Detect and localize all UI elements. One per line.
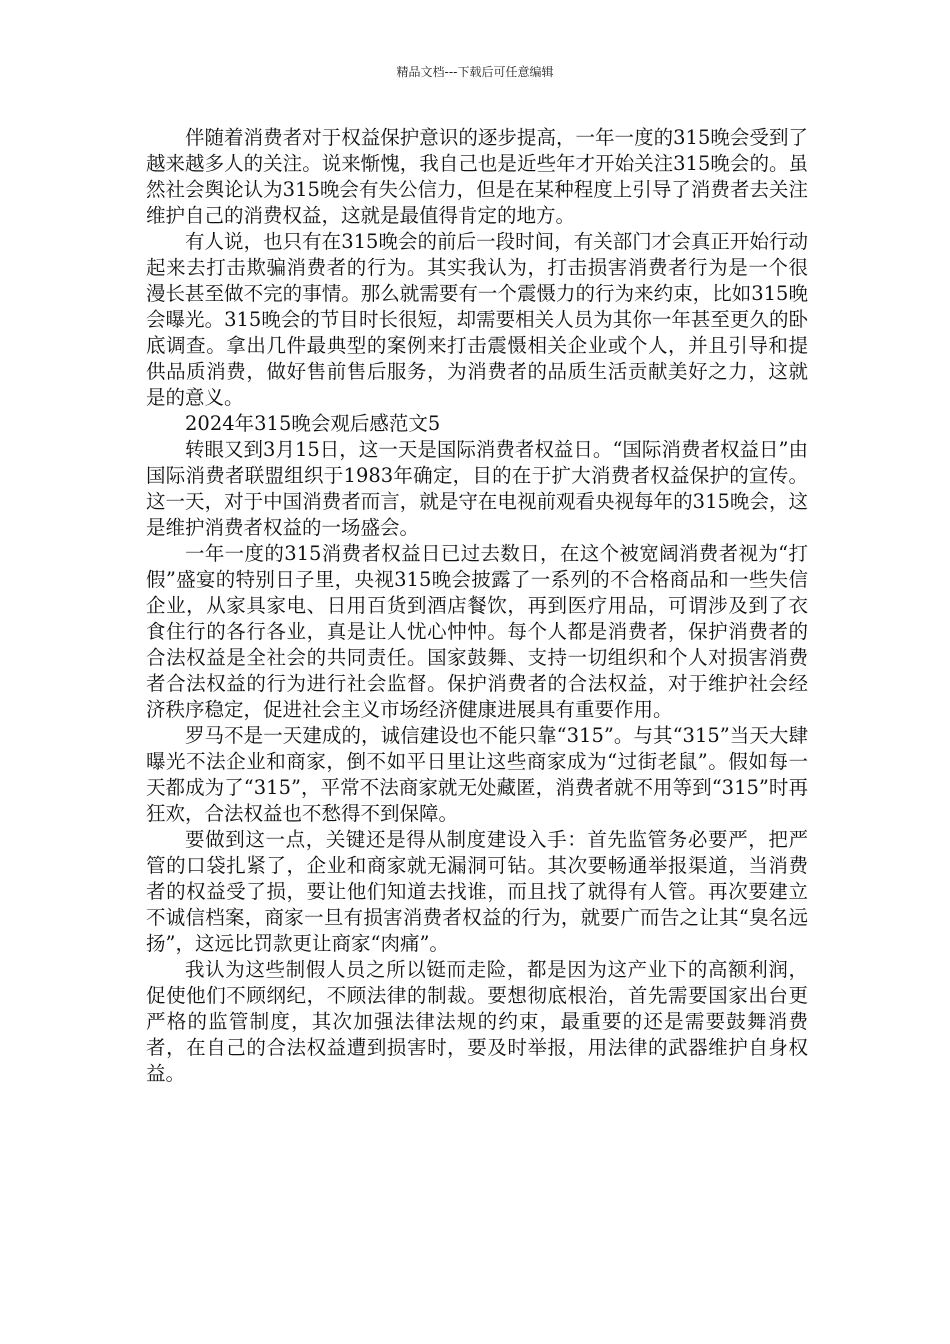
paragraph-4: 一年一度的315消费者权益日已过去数日，在这个被宽阔消费者视为“打假”盛宴的特别日子里，央视315晚会披露了一系列的不合格商品和一些失信企业，从家具家电、日用百货到酒店餐饮，再到医疗用品，可谓涉及到了衣食住行的各行各业，真是让人忧心忡忡。每个人都是消费者，保护消费者的合法权益是全社会的共同责任。国家鼓舞、支持一切组织和个人对损害消费者合法权益的行为进行社会监督。保护消费者的合法权益，对于维护社会经济秩序稳定，促进社会主义市场经济健康进展具有重要作用。 [146, 542, 808, 721]
document-body [146, 125, 808, 1087]
paragraph-2: 有人说，也只有在315晚会的前后一段时间，有关部门才会真正开始行动起来去打击欺骗消费者的行为。其实我认为，打击损害消费者行为是一个很漫长甚至做不完的事情。那么就需要有一个震慑力的行为来约束，比如315晚会曝光。315晚会的节目时长很短，却需要相关人员为其你一年甚至更久的卧底调查。拿出几件最典型的案例来打击震慑相关企业或个人，并且引导和提供品质消费，做好售前售后服务，为消费者的品质生活贡献美好之力，这就是的意义。 [146, 230, 808, 409]
paragraph-7: 我认为这些制假人员之所以铤而走险，都是因为这产业下的高额利润，促使他们不顾纲纪，不顾法律的制裁。要想彻底根治，首先需要国家出台更严格的监管制度，其次加强法律法规的约束，最重要的还是需要鼓舞消费者，在自己的合法权益遭到损害时，要及时举报，用法律的武器维护自身权益。 [146, 958, 808, 1085]
page-header: 精品文档---下载后可任意编辑 [396, 65, 554, 79]
paragraph-6: 要做到这一点，关键还是得从制度建设入手：首先监管务必要严，把严管的口袋扎紧了，企业和商家就无漏洞可钻。其次要畅通举报渠道，当消费者的权益受了损，要让他们知道去找谁，而且找了就得有人管。再次要建立不诚信档案，商家一旦有损害消费者权益的行为，就要广而告之让其“臭名远扬”，这远比罚款更让商家“肉痛”。 [146, 828, 808, 955]
paragraph-3: 转眼又到3月15日，这一天是国际消费者权益日。“国际消费者权益日”由国际消费者联盟组织于1983年确定，目的在于扩大消费者权益保护的宣传。这一天，对于中国消费者而言，就是守在电视前观看央视每年的315晚会，这是维护消费者权益的一场盛会。 [146, 438, 808, 539]
paragraph-5: 罗马不是一天建成的，诚信建设也不能只靠“315”。与其“315”当天大肆曝光不法企业和商家，倒不如平日里让这些商家成为“过街老鼠”。假如每一天都成为了“315”，平常不法商家就无处藏匿，消费者就不用等到“315”时再狂欢，合法权益也不愁得不到保障。 [146, 724, 808, 825]
section-heading: 2024年315晚会观后感范文5 [185, 412, 441, 435]
paragraph-1: 伴随着消费者对于权益保护意识的逐步提高，一年一度的315晚会受到了越来越多人的关注。说来惭愧，我自己也是近些年才开始关注315晚会的。虽然社会舆论认为315晚会有失公信力，但是在某种程度上引导了消费者去关注维护自己的消费权益，这就是最值得肯定的地方。 [146, 126, 808, 227]
